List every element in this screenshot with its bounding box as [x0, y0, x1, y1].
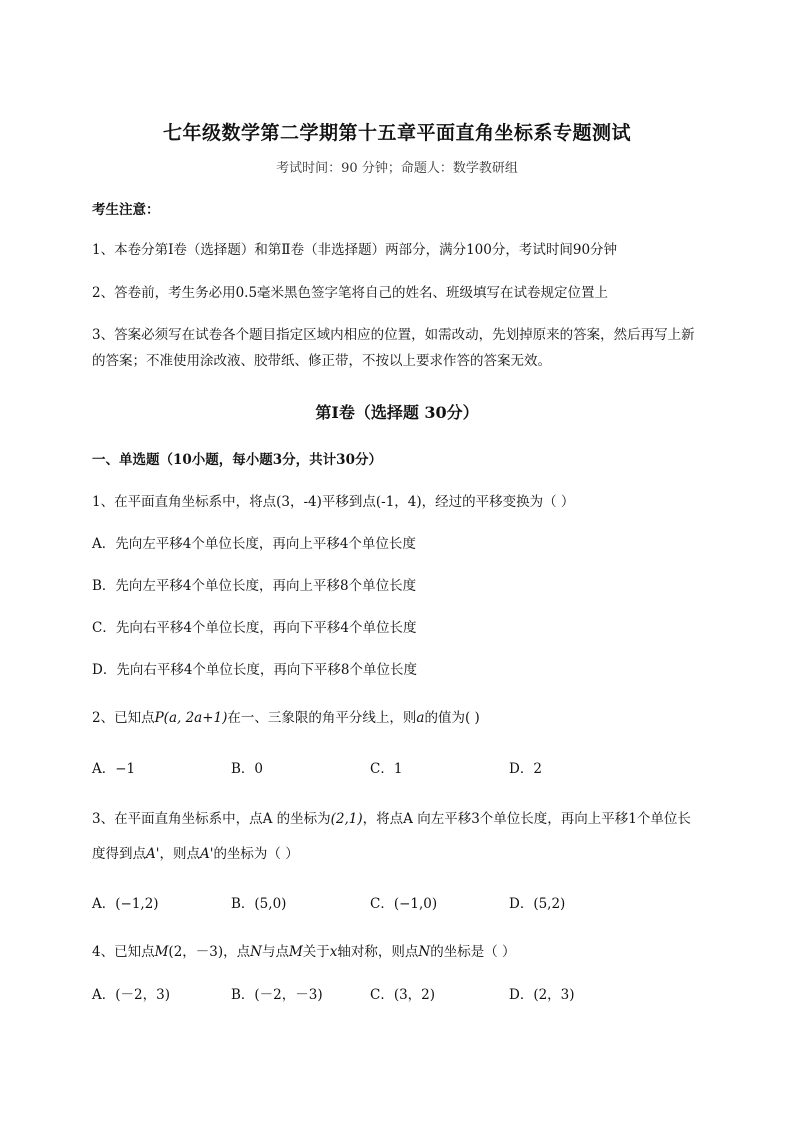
q4-text: 轴对称，则点 [337, 944, 419, 960]
q3-variable: A' [199, 846, 214, 862]
q2-option-a: A．−1 [92, 761, 136, 777]
q4-option-b: B．(－2，－3) [231, 987, 323, 1003]
section-title: 第Ⅰ卷（选择题 30分） [315, 403, 479, 422]
q1-option-a: A．先向左平移4个单位长度，再向上平移4个单位长度 [92, 536, 416, 552]
q3-option-d: D．(5,2) [509, 896, 566, 912]
q3-text: 度得到点 [92, 846, 146, 862]
part-heading: 一、单选题（10小题，每小题3分，共计30分） [92, 452, 382, 468]
q3-text: ，则点 [159, 846, 200, 862]
q2-text: 的值为( ) [424, 710, 480, 726]
q4-option-d: D．(2，3) [509, 987, 575, 1003]
question-4-stem [92, 946, 516, 960]
q3-option-b: B．(5,0) [231, 896, 287, 912]
q2-option-b: B．0 [231, 761, 264, 777]
question-2-stem [92, 712, 480, 726]
q4-variable: N [418, 944, 431, 960]
notice-heading: 考生注意： [92, 202, 160, 218]
q2-point-math: P(a, 2a+1) [154, 710, 228, 726]
question-3-stem-line-2 [92, 848, 299, 862]
q2-variable: a [416, 710, 425, 726]
q3-option-c: C．(−1,0) [370, 896, 438, 912]
notice-item: 2、答卷前，考生务必用0.5毫米黑色签字笔将自己的姓名、班级填写在试卷规定位置上 [92, 285, 609, 301]
exam-info: 考试时间：90 分钟；命题人：数学教研组 [276, 161, 518, 176]
q4-variable: M [288, 944, 303, 960]
q4-text: 的坐标是（ ） [430, 944, 516, 960]
q3-coord: (2,1) [330, 811, 363, 827]
q4-variable: N [250, 944, 262, 960]
q4-text: 4、已知点 [92, 944, 155, 960]
q1-option-c: C．先向右平移4个单位长度，再向下平移4个单位长度 [92, 620, 417, 636]
q1-option-b: B．先向左平移4个单位长度，再向上平移8个单位长度 [92, 578, 417, 594]
q4-variable: x [329, 944, 338, 960]
q3-text: 的坐标为（ ） [213, 846, 299, 862]
question-1-stem: 1、在平面直角坐标系中，将点(3，-4)平移到点(-1，4)，经过的平移变换为（ ） [92, 494, 575, 510]
q4-option-c: C．(3，2) [370, 987, 436, 1003]
notice-item: 的答案；不准使用涂改液、胶带纸、修正带，不按以上要求作答的答案无效。 [92, 353, 551, 369]
q3-text: ，将点A 向左平移3个单位长度，再向上平移1个单位长 [362, 811, 691, 827]
notice-item: 1、本卷分第Ⅰ卷（选择题）和第Ⅱ卷（非选择题）两部分，满分100分，考试时间90分钟 [92, 242, 618, 258]
q2-option-d: D．2 [509, 761, 542, 777]
q4-text: 关于 [302, 944, 330, 960]
q2-text: 在一、三象限的角平分线上，则 [227, 710, 417, 726]
q3-variable: A' [146, 846, 160, 862]
q4-variable: M [154, 944, 169, 960]
q4-text: 与点 [261, 944, 289, 960]
q4-text: (2，－3)，点 [168, 944, 251, 960]
question-3-stem-line-1 [92, 813, 691, 827]
page-title: 七年级数学第二学期第十五章平面直角坐标系专题测试 [162, 122, 631, 144]
q3-text: 3、在平面直角坐标系中，点A 的坐标为 [92, 811, 331, 827]
notice-item: 3、答案必须写在试卷各个题目指定区域内相应的位置，如需改动，先划掉原来的答案，然后再写上新 [92, 327, 695, 343]
q1-option-d: D．先向右平移4个单位长度，再向下平移8个单位长度 [92, 662, 418, 678]
q4-option-a: A．(－2，3) [92, 987, 170, 1003]
q2-option-c: C．1 [370, 761, 403, 777]
q3-option-a: A．(−1,2) [92, 896, 159, 912]
q2-text: 2、已知点 [92, 710, 155, 726]
